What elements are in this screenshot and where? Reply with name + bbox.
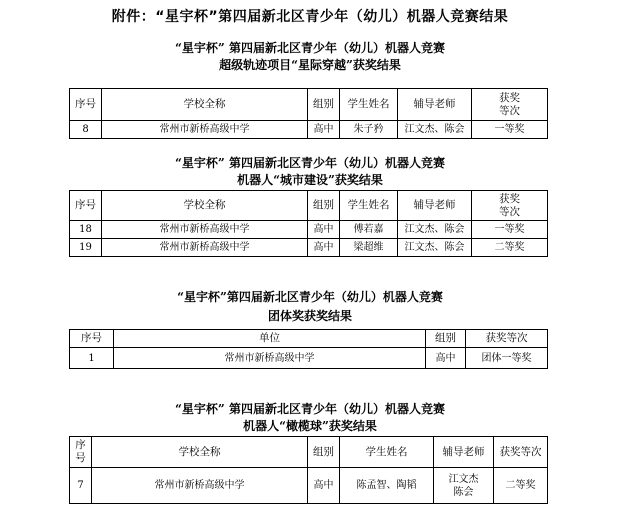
cell-award: 一等奖 <box>472 221 548 239</box>
cell-student: 傅若嘉 <box>340 221 398 239</box>
cell-award: 二等奖 <box>472 239 548 257</box>
cell-school: 常州市新桥高级中学 <box>102 221 308 239</box>
cell-group: 高中 <box>308 239 340 257</box>
header-no: 序号 <box>70 89 102 121</box>
section-1-title-line1: “星宇杯” 第四届新北区青少年（幼儿）机器人竞赛 <box>175 41 445 55</box>
cell-group: 高中 <box>426 348 466 369</box>
cell-award: 一等奖 <box>472 121 548 139</box>
page-title: 附件：“星宇杯”第四届新北区青少年（幼儿）机器人竞赛结果 <box>111 9 509 25</box>
cell-group: 高中 <box>308 468 340 504</box>
header-no: 序号 <box>70 330 114 348</box>
cell-no: 8 <box>70 121 102 139</box>
header-school: 学校全称 <box>92 437 308 468</box>
table-row <box>70 121 548 139</box>
header-teacher: 辅导老师 <box>434 437 494 468</box>
header-teacher: 辅导老师 <box>398 89 472 121</box>
section-2-table <box>69 190 548 257</box>
table-header-row <box>70 330 548 348</box>
cell-teacher-line2: 陈会 <box>453 486 474 498</box>
cell-student: 朱子矜 <box>340 121 398 139</box>
table-row <box>70 221 548 239</box>
cell-no: 7 <box>70 468 92 504</box>
cell-student: 梁超维 <box>340 239 398 257</box>
table-row <box>70 239 548 257</box>
cell-student: 陈孟智、陶韬 <box>340 468 434 504</box>
section-3-title-line2: 团体奖获奖结果 <box>267 309 352 323</box>
header-award: 获奖等次 <box>466 330 548 348</box>
header-award: 获奖等次 <box>472 89 548 121</box>
table-row <box>70 348 548 369</box>
cell-no: 18 <box>70 221 102 239</box>
cell-teacher: 江文杰、陈会 <box>398 221 472 239</box>
cell-school: 常州市新桥高级中学 <box>102 121 308 139</box>
header-student: 学生姓名 <box>340 437 434 468</box>
header-school: 学校全称 <box>102 191 308 221</box>
header-teacher: 辅导老师 <box>398 191 472 221</box>
cell-teacher: 江文杰、陈会 <box>398 239 472 257</box>
cell-group: 高中 <box>308 121 340 139</box>
cell-teacher-line1: 江文杰 <box>448 473 479 485</box>
cell-no: 19 <box>70 239 102 257</box>
table-header-row <box>70 437 548 468</box>
section-4-table <box>69 436 548 504</box>
header-no: 序号 <box>70 191 102 221</box>
header-unit: 单位 <box>114 330 426 348</box>
table-header-row <box>70 89 548 121</box>
section-3-title-line1: “星宇杯”第四届新北区青少年（幼儿）机器人竞赛 <box>177 290 443 304</box>
section-2-title-line2: 机器人“城市建设”获奖结果 <box>237 173 383 187</box>
cell-no: 1 <box>70 348 114 369</box>
section-4-title-line2: 机器人“橄榄球”获奖结果 <box>243 419 377 433</box>
table-row <box>70 468 548 504</box>
section-3-table <box>69 329 548 369</box>
header-no: 序号 <box>70 437 92 468</box>
cell-school: 常州市新桥高级中学 <box>102 239 308 257</box>
header-student: 学生姓名 <box>340 89 398 121</box>
cell-group: 高中 <box>308 221 340 239</box>
header-award: 获奖等次 <box>472 191 548 221</box>
cell-teacher <box>434 468 494 504</box>
cell-school: 常州市新桥高级中学 <box>92 468 308 504</box>
header-group: 组别 <box>308 89 340 121</box>
header-group: 组别 <box>308 191 340 221</box>
header-school: 学校全称 <box>102 89 308 121</box>
cell-award: 二等奖 <box>494 468 548 504</box>
section-4-title-line1: “星宇杯” 第四届新北区青少年（幼儿）机器人竞赛 <box>175 402 445 416</box>
section-2-title-line1: “星宇杯” 第四届新北区青少年（幼儿）机器人竞赛 <box>175 156 445 170</box>
section-1-table <box>69 88 548 139</box>
cell-teacher: 江文杰、陈会 <box>398 121 472 139</box>
table-header-row <box>70 191 548 221</box>
header-student: 学生姓名 <box>340 191 398 221</box>
cell-unit: 常州市新桥高级中学 <box>114 348 426 369</box>
header-group: 组别 <box>426 330 466 348</box>
header-award: 获奖等次 <box>494 437 548 468</box>
section-1-title-line2: 超级轨迹项目“星际穿越”获奖结果 <box>219 58 401 72</box>
header-group: 组别 <box>308 437 340 468</box>
cell-award: 团体一等奖 <box>466 348 548 369</box>
